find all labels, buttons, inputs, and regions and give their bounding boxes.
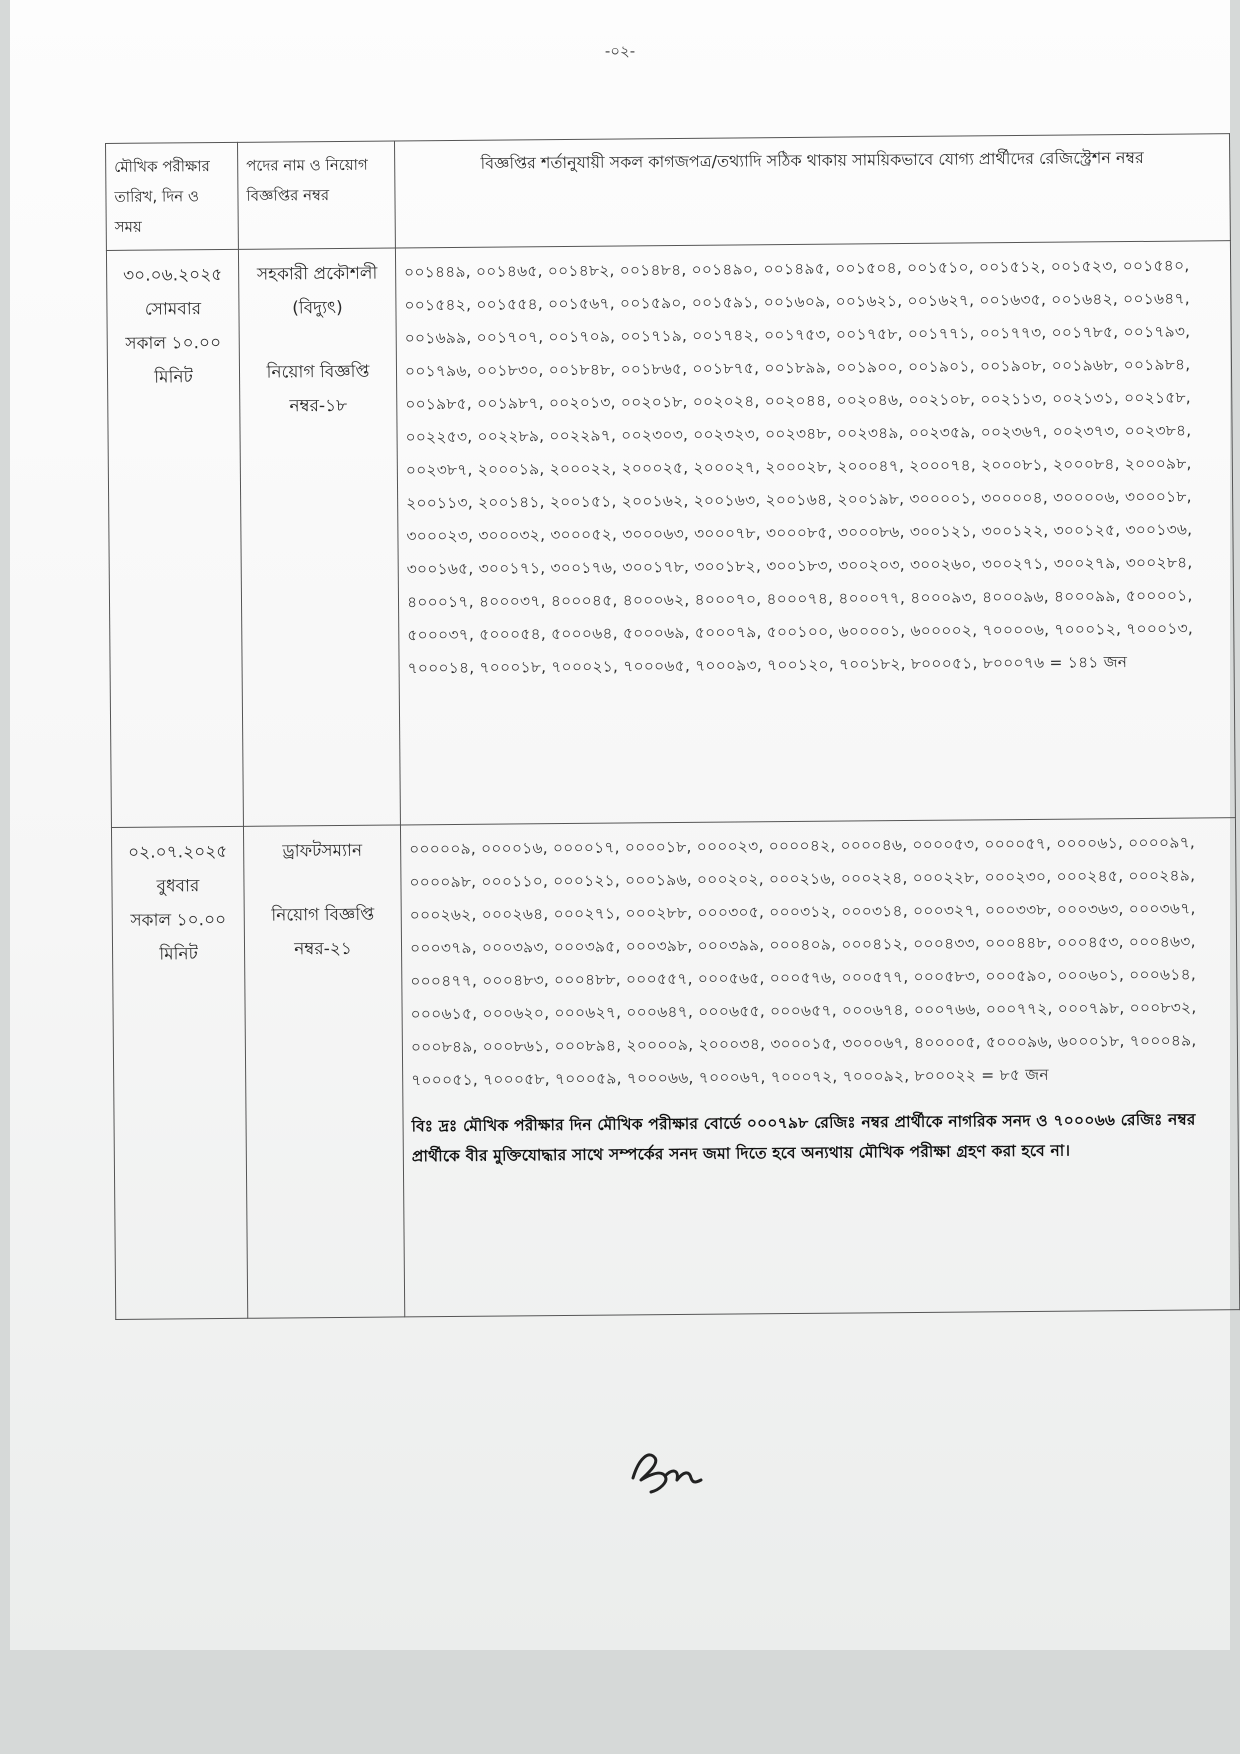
signature-mark	[625, 1440, 715, 1500]
exam-date: ৩০.০৬.২০২৫	[122, 264, 223, 286]
registration-numbers: ০০১৪৪৯, ০০১৪৬৫, ০০১৪৮২, ০০১৪৮৪, ০০১৪৯০, ০০১৪৯৫, ০০১৫০৪, ০০১৫১০, ০০১৫১২, ০০১৫২৩, ০০১৫৪০, ০০১৫৪২, ০০১৫৫৪, ০০১৫৬৭, ০০১৫৯০, ০০১৫৯১, ০০১৬০৯, ০০১৬২১, ০০১৬২৭, ০০১৬৩৫, ০০১৬৪২, ০০১৬৪৭, ০০১৬৯৯, ০০১৭০৭, ০০১৭০৯, ০০১৭১৯, ০০১৭৪২, ০০১৭৫৩, ০০১৭৫৮, ০০১৭৭১, ০০১৭৭৩, ০০১৭৮৫, ০০১৭৯৩, ০০১৭৯৬, ০০১৮৩০, ০০১৮৪৮, ০০১৮৬৫, ০০১৮৭৫, ০০১৮৯৯, ০০১৯০০, ০০১৯০১, ০০১৯০৮, ০০১৯৬৮, ০০১৯৮৪, ০০১৯৮৫, ০০১৯৮৭, ০০২০১৩, ০০২০১৮, ০০২০২৪, ০০২০৪৪, ০০২০৪৬, ০০২১০৮, ০০২১১৩, ০০২১৩১, ০০২১৫৮, ০০২২৫৩, ০০২২৮৯, ০০২২৯৭, ০০২৩০৩, ০০২৩২৩, ০০২৩৪৮, ০০২৩৪৯, ০০২৩৫৯, ০০২৩৬৭, ০০২৩৭৩, ০০২৩৮৪, ০০২৩৮৭, ২০০০১৯, ২০০০২২, ২০০০২৫, ২০০০২৭, ২০০০২৮, ২০০০৪৭, ২০০০৭৪, ২০০০৮১, ২০০০৮৪, ২০০০৯৮, ২০০১১৩, ২০০১৪১, ২০০১৫১, ২০০১৬২, ২০০১৬৩, ২০০১৬৪, ২০০১৯৮, ৩০০০০১, ৩০০০০৪, ৩০০০০৬, ৩০০০১৮, ৩০০০২৩, ৩০০০৩২, ৩০০০৫২, ৩০০০৬৩, ৩০০০৭৮, ৩০০০৮৫, ৩০০০৮৬, ৩০০১২১, ৩০০১২২, ৩০০১২৫, ৩০০১৩৬, ৩০০১৬৫, ৩০০১৭১, ৩০০১৭৬, ৩০০১৭৮, ৩০০১৮২, ৩০০১৮৩, ৩০০২০৩, ৩০০২৬০, ৩০০২৭১, ৩০০২৭৯, ৩০০২৮৪, ৪০০০১৭, ৪০০০৩৭, ৪০০০৪৫, ৪০০০৬২, ৪০০০৭০, ৪০০০৭৪, ৪০০০৭৭, ৪০০০৯৩, ৪০০০৯৬, ৪০০০৯৯, ৫০০০০১, ৫০০০৩৭, ৫০০০৫৪, ৫০০০৬৪, ৫০০০৬৯, ৫০০০৭৯, ৫০০১০০, ৬০০০০১, ৬০০০০২, ৭০০০০৬, ৭০০০১২, ৭০০০১৩, ৭০০০১৪, ৭০০০১৮, ৭০০০২১, ৭০০০৬৫, ৭০০০৯৩, ৭০০১২০, ৭০০১৮২, ৮০০০৫১, ৮০০০৭৬ = ১৪১ জন	[404, 256, 1194, 678]
candidate-table	[105, 133, 1240, 1320]
page-number: -০২-	[604, 42, 636, 60]
registration-numbers-cell	[395, 241, 1235, 825]
table-row	[106, 241, 1235, 828]
exam-day: সোমবার	[144, 299, 202, 320]
exam-schedule-cell	[111, 826, 247, 1319]
exam-time: সকাল ১০.০০ মিনিট	[130, 909, 227, 965]
post-cell	[238, 248, 400, 826]
registration-numbers-cell	[400, 818, 1239, 1317]
header-registration: বিজ্ঞপ্তির শর্তানুযায়ী সকল কাগজপত্র/তথ্যাদি সঠিক থাকায় সাময়িকভাবে যোগ্য প্রার্থীদের রেজিস্ট্রেশন নম্বর	[394, 134, 1230, 248]
special-note: বিঃ দ্রঃ মৌখিক পরীক্ষার দিন মৌখিক পরীক্ষার বোর্ডে ০০০৭৯৮ রেজিঃ নম্বর প্রার্থীকে নাগরিক সনদ ও ৭০০০৬৬ রেজিঃ নম্বর প্রার্থীকে বীর মুক্তিযোদ্ধার সাথে সম্পর্কের সনদ জমা দিতে হবে অন্যথায় মৌখিক পরীক্ষা গ্রহণ করা হবে না।	[411, 1110, 1196, 1166]
post-cell	[243, 825, 404, 1318]
registration-numbers: ০০০০০৯, ০০০০১৬, ০০০০১৭, ০০০০১৮, ০০০০২৩, ০০০০৪২, ০০০০৪৬, ০০০০৫৩, ০০০০৫৭, ০০০০৬১, ০০০০৯৭, ০০০০৯৮, ০০০১১০, ০০০১২১, ০০০১৯৬, ০০০২০২, ০০০২১৬, ০০০২২৪, ০০০২২৮, ০০০২৩০, ০০০২৪৫, ০০০২৪৯, ০০০২৬২, ০০০২৬৪, ০০০২৭১, ০০০২৮৮, ০০০৩০৫, ০০০৩১২, ০০০৩১৪, ০০০৩২৭, ০০০৩৩৮, ০০০৩৬৩, ০০০৩৬৭, ০০০৩৭৯, ০০০৩৯৩, ০০০৩৯৫, ০০০৩৯৮, ০০০৩৯৯, ০০০৪০৯, ০০০৪১২, ০০০৪৩৩, ০০০৪৪৮, ০০০৪৫৩, ০০০৪৬৩, ০০০৪৭৭, ০০০৪৮৩, ০০০৪৮৮, ০০০৫৫৭, ০০০৫৬৫, ০০০৫৭৬, ০০০৫৭৭, ০০০৫৮৩, ০০০৫৯০, ০০০৬০১, ০০০৬১৪, ০০০৬১৫, ০০০৬২০, ০০০৬২৭, ০০০৬৪৭, ০০০৬৫৫, ০০০৬৫৭, ০০০৬৭৪, ০০০৭৬৬, ০০০৭৭২, ০০০৭৯৮, ০০০৮৩২, ০০০৮৪৯, ০০০৮৬১, ০০০৮৯৪, ২০০০০৯, ২০০০৩৪, ৩০০০১৫, ৩০০০৬৭, ৪০০০০৫, ৫০০০৯৬, ৬০০০১৮, ৭০০০৪৯, ৭০০০৫১, ৭০০০৫৮, ৭০০০৫৯, ৭০০০৬৬, ৭০০০৬৭, ৭০০০৭২, ৭০০০৯২, ৮০০০২২ = ৮৫ জন	[409, 833, 1197, 1090]
post-name: ড্রাফটসম্যান	[282, 840, 363, 862]
notice-number: নিয়োগ বিজ্ঞপ্তি নম্বর-১৮	[266, 361, 370, 417]
table-row	[111, 818, 1239, 1320]
table-header-row	[106, 134, 1231, 251]
notice-number: নিয়োগ বিজ্ঞপ্তি নম্বর-২১	[271, 904, 375, 960]
exam-schedule-cell	[106, 249, 243, 827]
exam-time: সকাল ১০.০০ মিনিট	[125, 332, 222, 388]
document-page	[10, 0, 1230, 1650]
post-name: সহকারী প্রকৌশলী (বিদ্যুৎ)	[256, 263, 378, 319]
header-date: মৌখিক পরীক্ষার তারিখ, দিন ও সময়	[106, 142, 239, 250]
header-post: পদের নাম ও নিয়োগ বিজ্ঞপ্তির নম্বর	[237, 141, 395, 249]
exam-date: ০২.০৭.২০২৫	[127, 841, 228, 863]
exam-day: বুধবার	[156, 876, 200, 897]
